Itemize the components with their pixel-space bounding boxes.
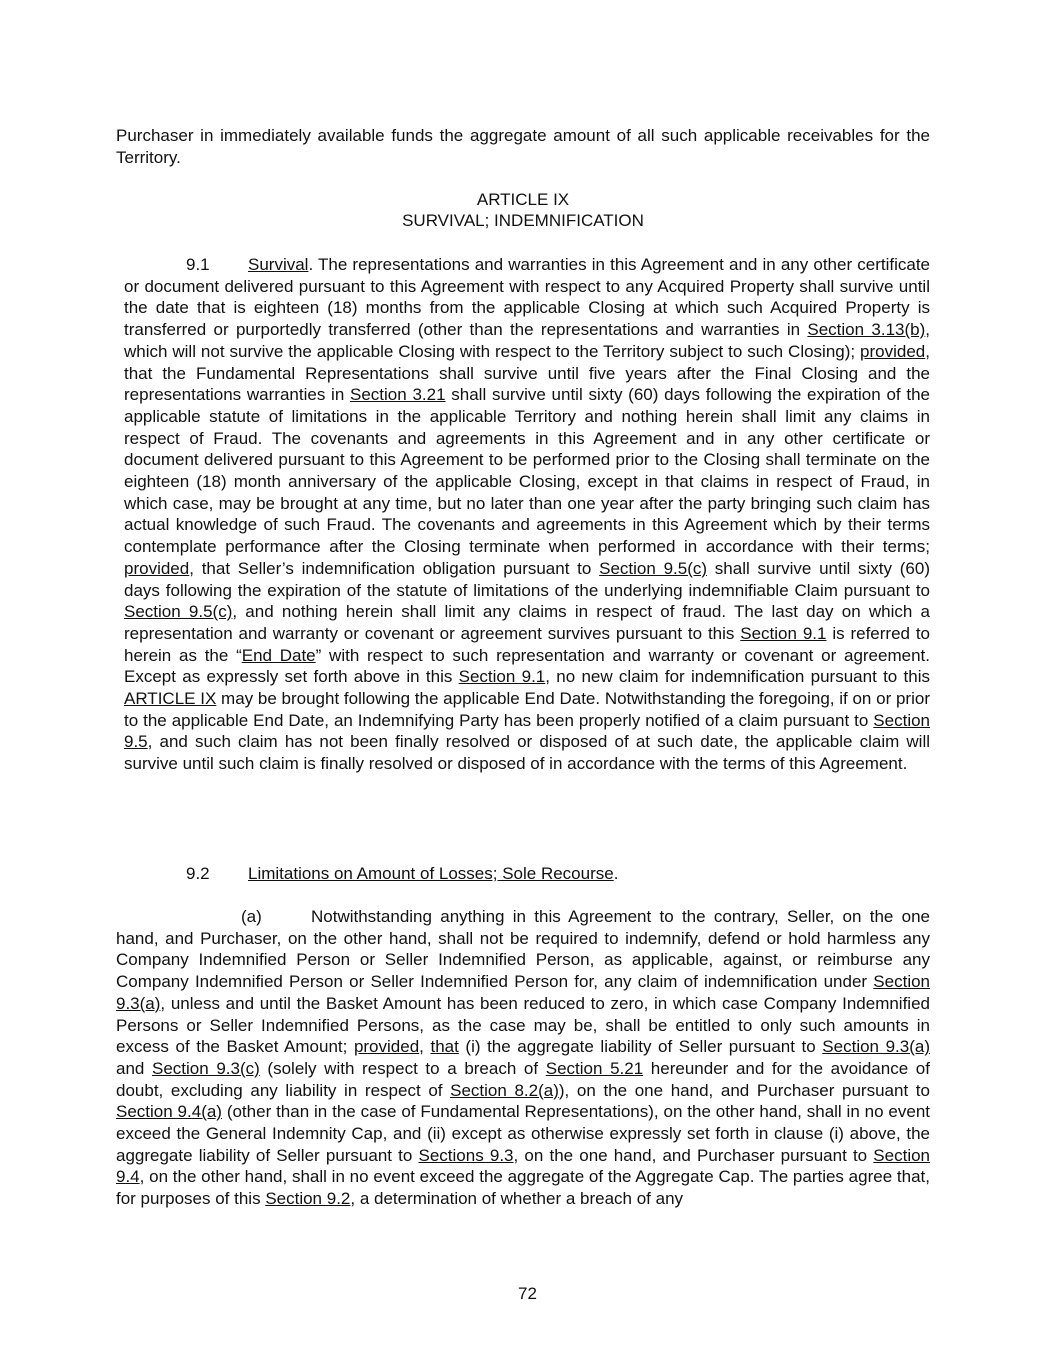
- intro-text: Purchaser in immediately available funds the aggregate amount of all such applicable receivables for the Territory.: [116, 126, 930, 167]
- cross-reference: Section 9.3(a): [116, 972, 930, 1013]
- section-9-2-a-paragraph: [116, 906, 930, 1210]
- cross-reference: Section 9.3(c): [152, 1058, 260, 1078]
- section-9-1-paragraph: [124, 254, 930, 775]
- cross-reference: Section 9.3(a): [822, 1037, 930, 1057]
- article-title: ARTICLE IX: [476, 190, 570, 209]
- cross-reference: Section 9.1: [740, 623, 827, 643]
- section-number: 9.2: [186, 864, 210, 883]
- defined-term: provided: [353, 1037, 420, 1057]
- defined-term: provided: [860, 341, 926, 361]
- text-run: shall survive until sixty (60) days following the expiration of the applicable statute of limitations in the applicable Territory and nothing herein shall limit any claims in respect of Fraud. The covenants and agreements in this Agreement and in any other certificate or document delivered pursuant to this Agreement to be performed prior to the Closing shall terminate on the eighteen (18) month anniversary of the applicable Closing, except in that claims in respect of Fraud, in which case, may be brought at any time, but no later than one year after the party bringing such claim has actual knowledge of such Fraud. The covenants and agreements in this Agreement which by their terms contemplate performance after the Closing terminate when performed in accordance with their terms;: [124, 385, 930, 557]
- text-run: may be brought following the applicable End Date. Notwithstanding the foregoing, if on or prior to the applicable End Date, an Indemnifying Party has been properly notified of a claim pursuant to: [124, 689, 930, 730]
- cross-reference: Section 9.5(c): [599, 558, 708, 578]
- section-heading: Limitations on Amount of Losses; Sole Recourse: [248, 864, 614, 883]
- cross-reference: Section 3.13(b): [807, 320, 926, 340]
- text-run: , and nothing herein shall limit any claims in respect of fraud. The last day on which a representation and warranty or covenant or agreement survives pursuant to this: [124, 602, 930, 643]
- text-run: , that the Fundamental Representations shall survive until five years after the Final Closing and the representations warranties in: [124, 341, 930, 405]
- section-heading: Survival: [248, 255, 309, 274]
- text-run: , a determination of whether a breach of any: [350, 1189, 684, 1209]
- text-run: Notwithstanding anything in this Agreement to the contrary, Seller, on the one hand, and Purchaser, on the other hand, shall not be required to indemnify, defend or hold harmless any Company Indemnified Person or Seller Indemnified Person, as applicable, against, or reimburse any Company Indemnified Person or Seller Indemnified Person for, any claim of indemnification under: [116, 907, 930, 992]
- cross-reference: Section 3.21: [350, 385, 446, 405]
- text-run: is referred to herein as the “: [124, 623, 931, 665]
- text-run: ), on the one hand, and Purchaser pursuant to: [558, 1080, 930, 1100]
- cross-reference: Section 5.21: [545, 1058, 644, 1078]
- text-run: , on the one hand, and Purchaser pursuant to: [513, 1145, 874, 1165]
- text-run: ” with respect to such representation and warranty or covenant or agreement. Except as expressly set forth above in this: [124, 645, 930, 687]
- defined-term: provided: [124, 558, 190, 578]
- cross-reference: ARTICLE IX: [124, 689, 217, 709]
- text-run: , which will not survive the applicable Closing with respect to the Territory subject to such Closing);: [124, 320, 930, 361]
- cross-reference: Section 9.4(a): [116, 1102, 222, 1122]
- cross-reference: Section 8.2(a): [450, 1080, 559, 1100]
- text-run: shall survive until sixty (60) days following the expiration of the statute of limitations of the underlying indemnifiable Claim pursuant to: [124, 558, 931, 600]
- text-run: , that Seller’s indemnification obligation pursuant to: [189, 558, 600, 578]
- text-run: (other than in the case of Fundamental Representations), on the other hand, shall in no event exceed the General Indemnity Cap, and (ii) except as otherwise expressly set forth in clause (i) above, the aggregate liability of Seller pursuant to: [116, 1102, 930, 1165]
- defined-term: that: [430, 1037, 459, 1057]
- cross-reference: Section 9.5(c): [124, 602, 233, 622]
- text-run: , no new claim for indemnification pursuant to this: [545, 667, 930, 687]
- cross-reference: Section 9.1: [458, 667, 546, 687]
- section-number: 9.1: [186, 255, 210, 274]
- text-run: and: [116, 1058, 152, 1078]
- text-run: hereunder and for the avoidance of doubt, excluding any liability in respect of: [116, 1058, 930, 1100]
- text-run: , on the other hand, shall in no event exceed the aggregate of the Aggregate Cap. The parties agree that, for purposes of this: [116, 1167, 930, 1209]
- article-subtitle: SURVIVAL; INDEMNIFICATION: [402, 211, 644, 230]
- clause-label: (a): [241, 907, 262, 926]
- page-number: 72: [518, 1284, 537, 1303]
- text-run: . The representations and warranties in this Agreement and in any other certificate or document delivered pursuant to this Agreement with respect to any Acquired Property shall survive until the date that is eighteen (18) months from the applicable Closing at which such Acquired Property is transferred or purportedly transferred (other than the representations and warranties in: [124, 255, 930, 340]
- cross-reference: Section 9.4: [116, 1145, 930, 1187]
- heading-period: .: [613, 864, 619, 883]
- text-run: , unless and until the Basket Amount has been reduced to zero, in which case Company Indemnified Persons or Seller Indemnified Persons, as the case may be, shall be entitled to only such amounts in excess of the Basket Amount;: [116, 993, 930, 1057]
- text-run: , and such claim has not been finally resolved or disposed of at such date, the applicable claim will survive until such claim is finally resolved or disposed of in accordance with the terms of this Agreement.: [124, 732, 930, 774]
- cross-reference: Sections 9.3: [418, 1145, 514, 1165]
- text-run: (solely with respect to a breach of: [259, 1058, 546, 1078]
- defined-term: End Date: [241, 645, 316, 665]
- text-run: ,: [419, 1037, 431, 1057]
- cross-reference: Section 9.5: [124, 710, 930, 752]
- cross-reference: Section 9.2: [265, 1189, 351, 1209]
- section-9-2-heading: [186, 863, 930, 885]
- text-run: (i) the aggregate liability of Seller pursuant to: [458, 1037, 823, 1057]
- intro-paragraph: [116, 125, 930, 168]
